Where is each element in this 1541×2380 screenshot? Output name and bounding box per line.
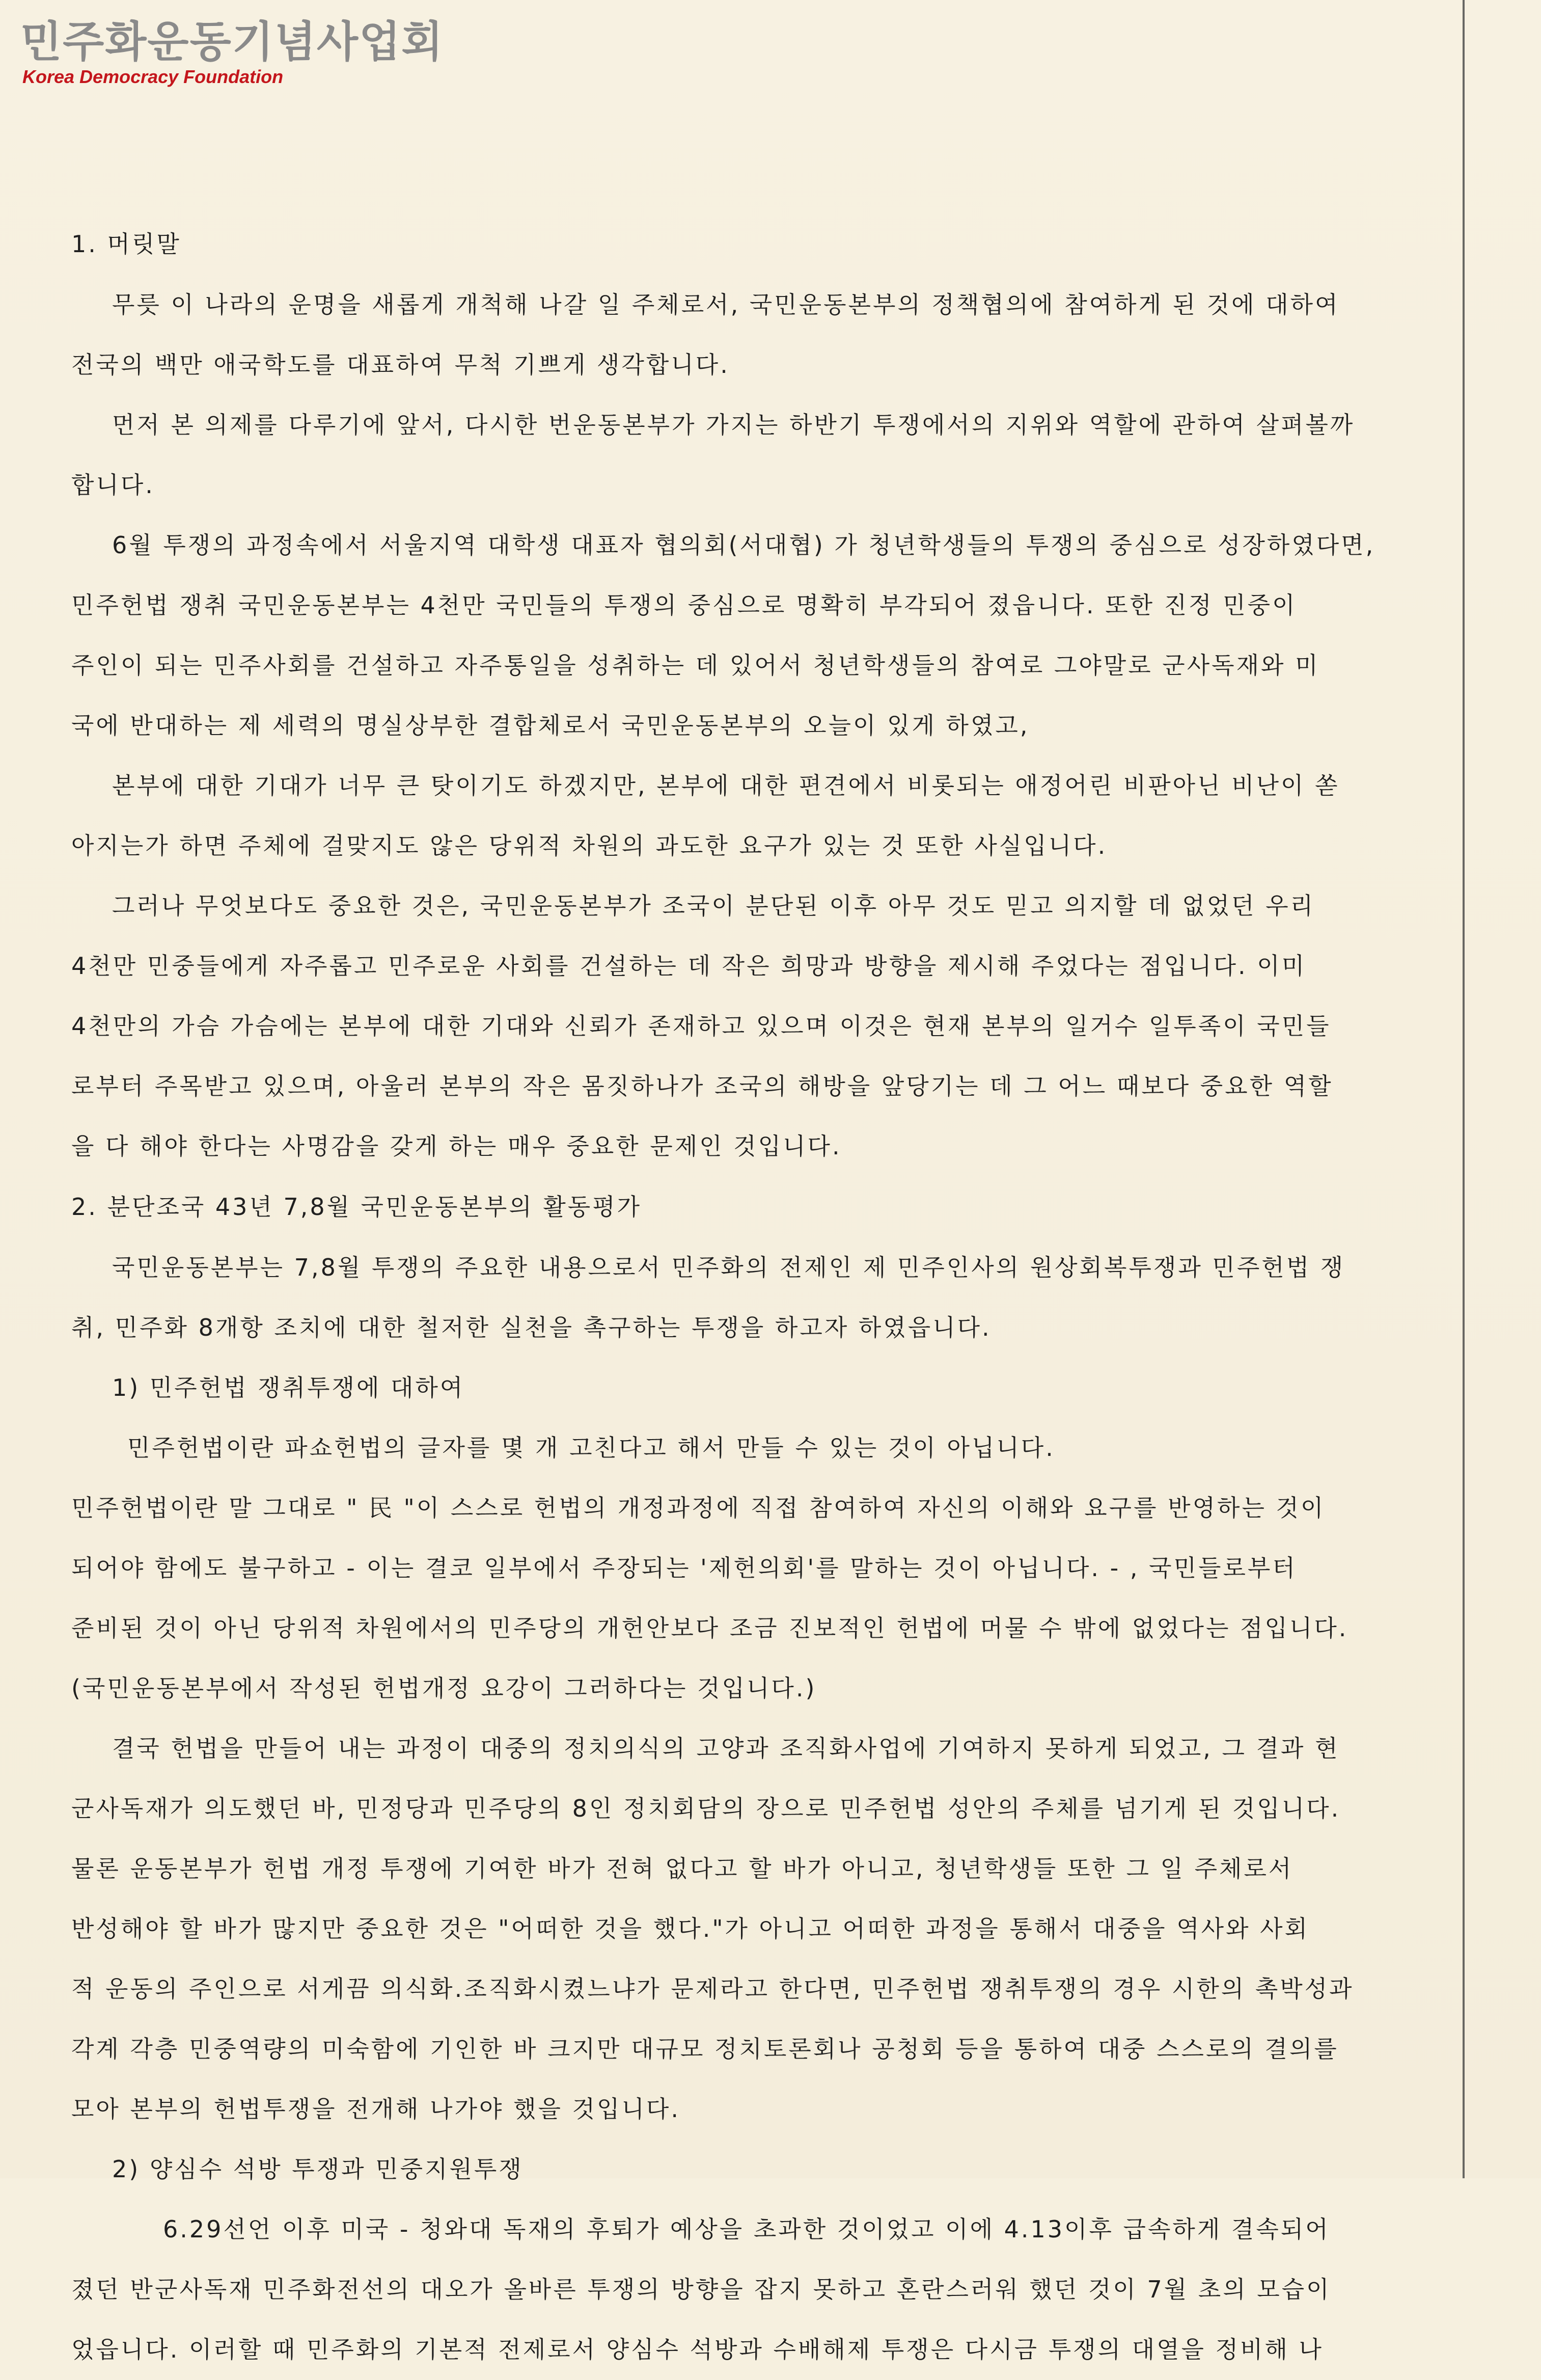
paragraph-line: 물론 운동본부가 헌법 개정 투쟁에 기여한 바가 전혀 없다고 할 바가 아니고, 청년학생들 또한 그 일 주체로서	[71, 1855, 1294, 1883]
paragraph-line: 민주헌법이란 파쇼헌법의 글자를 몇 개 고친다고 해서 만들 수 있는 것이 아닙니다.	[127, 1434, 1055, 1462]
paragraph-line: 합니다.	[71, 471, 155, 499]
page-edge-line	[1463, 0, 1465, 2178]
section-2-title: 2. 분단조국 43년 7,8월 국민운동본부의 활동평가	[71, 1193, 642, 1221]
paragraph-line: 그러나 무엇보다도 중요한 것은, 국민운동본부가 조국이 분단된 이후 아무 것도 믿고 의지할 데 없었던 우리	[112, 892, 1315, 920]
paragraph-line: 결국 헌법을 만들어 내는 과정이 대중의 정치의식의 고양과 조직화사업에 기여하지 못하게 되었고, 그 결과 현	[112, 1735, 1340, 1763]
paragraph-line: 었읍니다. 이러할 때 민주화의 기본적 전제로서 양심수 석방과 수배해제 투쟁은 다시금 투쟁의 대열을 정비해 나	[71, 2336, 1324, 2364]
paragraph-line: 무릇 이 나라의 운명을 새롭게 개척해 나갈 일 주체로서, 국민운동본부의 정책협의에 참여하게 된 것에 대하여	[112, 291, 1340, 319]
paragraph-line: 민주헌법이란 말 그대로 " 民 "이 스스로 헌법의 개정과정에 직접 참여하여 자신의 이해와 요구를 반영하는 것이	[71, 1494, 1326, 1522]
paragraph-line: 국에 반대하는 제 세력의 명실상부한 결합체로서 국민운동본부의 오늘이 있게 하였고,	[71, 712, 1030, 740]
logo	[20, 17, 444, 88]
paragraph-line: 준비된 것이 아닌 당위적 차원에서의 민주당의 개헌안보다 조금 진보적인 헌법에 머물 수 밖에 없었다는 점입니다.	[71, 1614, 1349, 1642]
paragraph-line: 국민운동본부는 7,8월 투쟁의 주요한 내용으로서 민주화의 전제인 제 민주인사의 원상회복투쟁과 민주헌법 쟁	[112, 1254, 1345, 1282]
paragraph-line: 을 다 해야 한다는 사명감을 갖게 하는 매우 중요한 문제인 것입니다.	[71, 1132, 842, 1160]
paragraph-line: 민주헌법 쟁취 국민운동본부는 4천만 국민들의 투쟁의 중심으로 명확히 부각되어 졌읍니다. 또한 진정 민중이	[71, 591, 1297, 619]
paragraph-line: 각계 각층 민중역량의 미숙함에 기인한 바 크지만 대규모 정치토론회나 공청회 등을 통하여 대중 스스로의 결의를	[71, 2035, 1339, 2063]
logo-korean: 민주화운동기념사업회	[20, 17, 444, 67]
paragraph-line: 모아 본부의 헌법투쟁을 전개해 나가야 했을 것입니다.	[71, 2095, 680, 2123]
paragraph-line: 되어야 함에도 불구하고 - 이는 결코 일부에서 주장되는 '제헌의회'를 말하는 것이 아닙니다. - , 국민들로부터	[71, 1554, 1297, 1582]
paragraph-line: 졌던 반군사독재 민주화전선의 대오가 올바른 투쟁의 방향을 잡지 못하고 혼란스러워 했던 것이 7월 초의 모습이	[71, 2276, 1331, 2304]
paragraph-line: 먼저 본 의제를 다루기에 앞서, 다시한 번운동본부가 가지는 하반기 투쟁에서의 지위와 역할에 관하여 살펴볼까	[112, 411, 1355, 439]
paragraph-line: 군사독재가 의도했던 바, 민정당과 민주당의 8인 정치회담의 장으로 민주헌법 성안의 주체를 넘기게 된 것입니다.	[71, 1795, 1341, 1823]
paragraph-line: (국민운동본부에서 작성된 헌법개정 요강이 그러하다는 것입니다.)	[71, 1674, 817, 1702]
paragraph-line: 본부에 대한 기대가 너무 큰 탓이기도 하겠지만, 본부에 대한 편견에서 비롯되는 애정어린 비판아닌 비난이 쏟	[112, 772, 1340, 800]
paragraph-line: 전국의 백만 애국학도를 대표하여 무척 기쁘게 생각합니다.	[71, 351, 730, 379]
section-1-title: 1. 머릿말	[71, 230, 181, 258]
paragraph-line: 6월 투쟁의 과정속에서 서울지역 대학생 대표자 협의회(서대협) 가 청년학생들의 투쟁의 중심으로 성장하였다면,	[112, 531, 1375, 559]
paragraph-line: 반성해야 할 바가 많지만 중요한 것은 "어떠한 것을 했다."가 아니고 어떠한 과정을 통해서 대중을 역사와 사회	[71, 1915, 1310, 1943]
subsection-1-title: 1) 민주헌법 쟁취투쟁에 대하여	[112, 1374, 465, 1402]
logo-english: Korea Democracy Foundation	[22, 66, 284, 87]
document-body	[71, 214, 1456, 2380]
paragraph-line: 주인이 되는 민주사회를 건설하고 자주통일을 성취하는 데 있어서 청년학생들의 참여로 그야말로 군사독재와 미	[71, 652, 1320, 680]
subsection-2-title: 2) 양심수 석방 투쟁과 민중지원투쟁	[112, 2155, 524, 2183]
paragraph-line: 6.29선언 이후 미국 - 청와대 독재의 후퇴가 예상을 초과한 것이었고 이에 4.13이후 급속하게 결속되어	[163, 2215, 1330, 2243]
paragraph-line: 4천만의 가슴 가슴에는 본부에 대한 기대와 신뢰가 존재하고 있으며 이것은 현재 본부의 일거수 일투족이 국민들	[71, 1012, 1331, 1040]
paragraph-line: 4천만 민중들에게 자주롭고 민주로운 사회를 건설하는 데 작은 희망과 방향을 제시해 주었다는 점입니다. 이미	[71, 952, 1307, 980]
paragraph-line: 적 운동의 주인으로 서게끔 의식화.조직화시켰느냐가 문제라고 한다면, 민주헌법 쟁취투쟁의 경우 시한의 촉박성과	[71, 1975, 1354, 2003]
paragraph-line: 아지는가 하면 주체에 걸맞지도 않은 당위적 차원의 과도한 요구가 있는 것 또한 사실입니다.	[71, 832, 1108, 860]
paragraph-line: 로부터 주목받고 있으며, 아울러 본부의 작은 몸짓하나가 조국의 해방을 앞당기는 데 그 어느 때보다 중요한 역할	[71, 1072, 1333, 1100]
paragraph-line: 취, 민주화 8개항 조치에 대한 철저한 실천을 촉구하는 투쟁을 하고자 하였읍니다.	[71, 1314, 992, 1342]
